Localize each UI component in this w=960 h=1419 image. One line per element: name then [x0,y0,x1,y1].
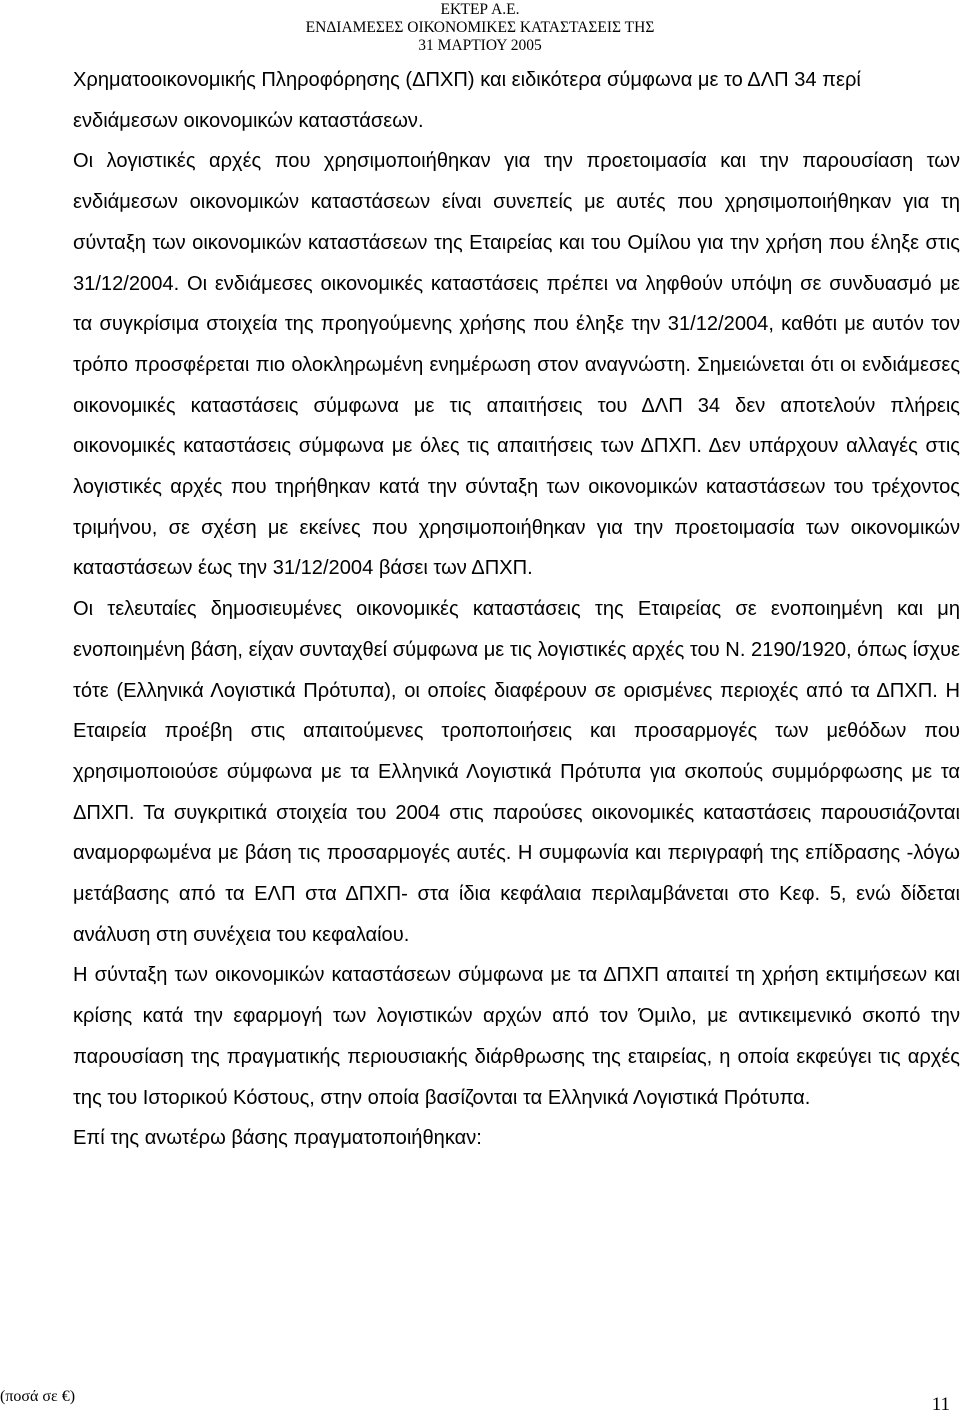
paragraph-previous-statements: Οι τελευταίες δημοσιευμένες οικονομικές καταστάσεις της Εταιρείας σε ενοποιημένη και μη ενοποιημένη βάση, είχαν συνταχθεί σύμφωνα με τις λογιστικές αρχές του Ν. 2190/1920, όπως ίσχυε τότε (Ελληνικά Λογιστικά Πρότυπα), οι οποίες διαφέρουν σε ορισμένες περιοχές από τα ΔΠΧΠ. Η Εταιρεία προέβη στις απαιτούμενες τροποποιήσεις και προσαρμογές των μεθόδων που χρησιμοποιούσε σύμφωνα με τα Ελληνικά Λογιστικά Πρότυπα για σκοπούς συμμόρφωσης με τα ΔΠΧΠ. Τα συγκριτικά στοιχεία του 2004 στις παρούσες οικονομικές καταστάσεις παρουσιάζονται αναμορφωμένα με βάση τις προσαρμογές αυτές. Η συμφωνία και περιγραφή της επίδρασης -λόγω μετάβασης από τα ΕΛΠ στα ΔΠΧΠ- στα ίδια κεφάλαια περιλαμβάνεται στο Κεφ. 5, ενώ δίδεται ανάλυση στη συνέχεια του κεφαλαίου. [73,598,960,946]
paragraph-conclusion: Επί της ανωτέρω βάσης πραγματοποιήθηκαν: [73,1127,482,1150]
paragraph-estimates-judgements: Η σύνταξη των οικονομικών καταστάσεων σύμφωνα με τα ΔΠΧΠ απαιτεί τη χρήση εκτιμήσεων και κρίσης κατά την εφαρμογή των λογιστικών αρχών από τον Όμιλο, με αντικειμενικό σκοπό την παρουσίαση της πραγματικής περιουσιακής διάρθρωσης της εταιρείας, η οποία εκφεύγει τις αρχές της του Ιστορικού Κόστους, στην οποία βασίζονται τα Ελληνικά Λογιστικά Πρότυπα. [73,964,960,1109]
page-header [0,0,960,55]
header-document-title: ΕΝΔΙΑΜΕΣΕΣ ΟΙΚΟΝΟΜΙΚΕΣ ΚΑΤΑΣΤΑΣΕΙΣ ΤΗΣ [305,19,655,36]
header-company-name: ΕΚΤΕΡ Α.Ε. [440,1,520,18]
page-number: 11 [931,1394,950,1415]
document-body [73,60,960,1159]
amounts-currency-note: (ποσά σε €) [0,1388,76,1405]
paragraph-intro-continuation: Χρηματοοικονομικής Πληροφόρησης (ΔΠΧΠ) και ειδικότερα σύμφωνα με το ΔΛΠ 34 περί ενδιάμεσων οικονομικών καταστάσεων. [73,69,861,132]
paragraph-accounting-policies: Οι λογιστικές αρχές που χρησιμοποιήθηκαν για την προετοιμασία και την παρουσίαση των ενδιάμεσων οικονομικών καταστάσεων είναι συνεπείς με αυτές που χρησιμοποιήθηκαν για τη σύνταξη των οικονομικών καταστάσεων της Εταιρείας και του Ομίλου για την χρήση που έληξε στις 31/12/2004. Οι ενδιάμεσες οικονομικές καταστάσεις πρέπει να ληφθούν υπόψη σε συνδυασμό με τα συγκρίσιμα στοιχεία της προηγούμενης χρήσης που έληξε την 31/12/2004, καθότι με αυτόν τον τρόπο προσφέρεται πιο ολοκληρωμένη ενημέρωση στον αναγνώστη. Σημειώνεται ότι οι ενδιάμεσες οικονομικές καταστάσεις σύμφωνα με τις απαιτήσεις του ΔΛΠ 34 δεν αποτελούν πλήρεις οικονομικές καταστάσεις σύμφωνα με όλες τις απαιτήσεις των ΔΠΧΠ. Δεν υπάρχουν αλλαγές στις λογιστικές αρχές που τηρήθηκαν κατά την σύνταξη των οικονομικών καταστάσεων του τρέχοντος τριμήνου, σε σχέση με εκείνες που χρησιμοποιήθηκαν για την προετοιμασία των οικονομικών καταστάσεων έως την 31/12/2004 βάσει των ΔΠΧΠ. [73,150,960,580]
header-date: 31 ΜΑΡΤΙΟΥ 2005 [418,37,542,54]
